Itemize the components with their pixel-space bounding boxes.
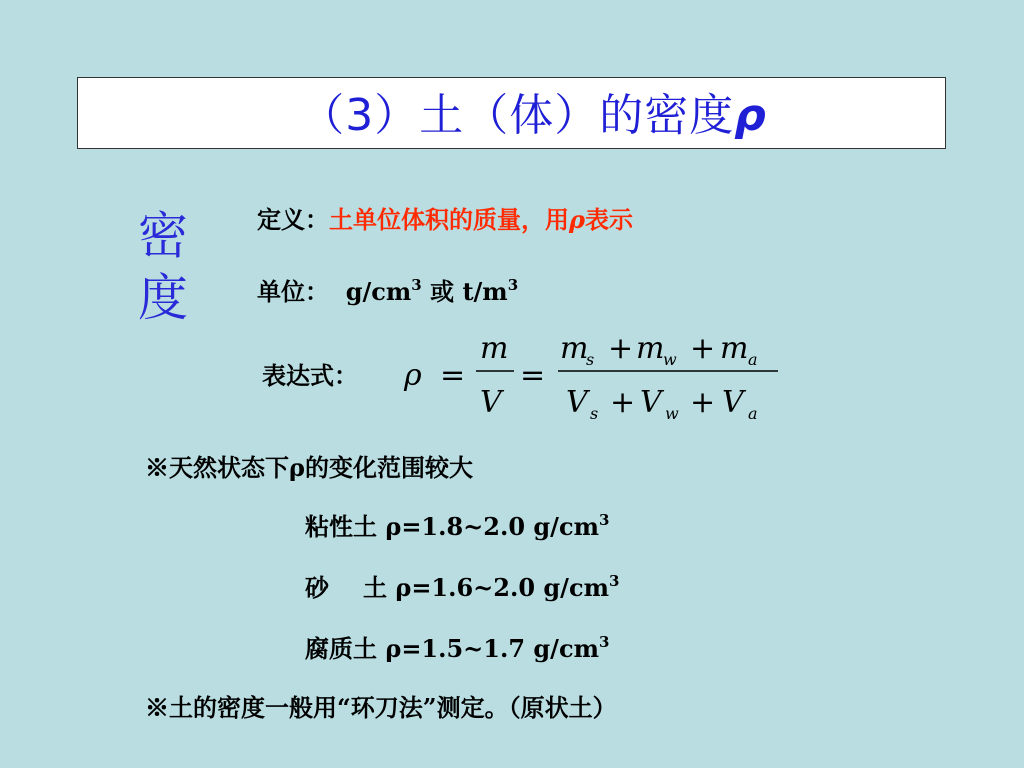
num-sub-w: w [663,350,677,369]
den-V2: V [640,385,662,420]
soil-name-part-2: 土 [363,573,387,602]
range-exponent: 3 [608,572,620,590]
frac1-denominator: V [480,385,502,420]
formula-rho: ρ [404,358,422,393]
method-note: ※土的密度一般用“环刀法”测定。（原状土） [145,693,617,722]
density-range: ρ=1.8~2.0 g/cm [385,512,599,541]
unit-2-exponent: 3 [507,276,519,294]
formula-eq-1: = [440,358,466,393]
soil-name: 粘性土 [305,512,377,541]
den-sub-a: a [748,404,758,423]
soil-name: 腐质土 [305,634,377,663]
soil-name-part-1: 砂 [305,573,329,602]
num-plus1: + [608,331,634,366]
den-V1: V [566,385,588,420]
num-m2: m [636,331,665,366]
density-range: ρ=1.5~1.7 g/cm [385,634,599,663]
title-rho-symbol: ρ [734,90,767,141]
den-V3: V [722,385,744,420]
den-plus2: + [690,385,716,420]
definition-text-end: 表示 [584,205,633,234]
unit-line [257,272,518,307]
num-m1: m [560,331,589,366]
frac1-numerator: m [480,331,509,366]
side-label-char-2: 度 [138,269,188,327]
range-row-humus [305,629,609,664]
density-range: ρ=1.6~2.0 g/cm [395,573,609,602]
formula-eq-2: = [520,358,546,393]
side-label [135,205,191,329]
definition-symbol: ρ [569,205,585,234]
range-row-sand [305,568,619,603]
frac2-numerator [560,331,758,369]
unit-1: g/cm [345,277,412,306]
definition-line [257,200,633,235]
num-m3: m [720,331,749,366]
range-row-clay [305,507,609,542]
side-label-char-1: 密 [138,207,188,265]
den-sub-w: w [665,404,679,423]
formula-svg [400,325,800,430]
expression-label: 表达式： [262,361,358,390]
range-exponent: 3 [598,633,610,651]
unit-1-exponent: 3 [411,276,422,294]
range-note: ※天然状态下ρ的变化范围较大 [145,453,473,482]
num-sub-s: s [586,350,595,369]
num-sub-a: a [748,350,758,369]
den-sub-s: s [590,404,599,423]
slide-title [300,79,767,143]
definition-label: 定义： [257,205,329,234]
unit-2: t/m [462,277,508,306]
num-plus2: + [690,331,716,366]
range-exponent: 3 [598,511,610,529]
definition-text: 土单位体积的质量，用 [329,205,569,234]
frac2-denominator [566,385,758,423]
slide-title-text: （3）土（体）的密度 [300,90,735,141]
unit-or: 或 [421,277,463,306]
den-plus1: + [610,385,636,420]
unit-label: 单位： [257,277,329,306]
title-box [77,77,946,149]
density-formula [400,325,800,430]
